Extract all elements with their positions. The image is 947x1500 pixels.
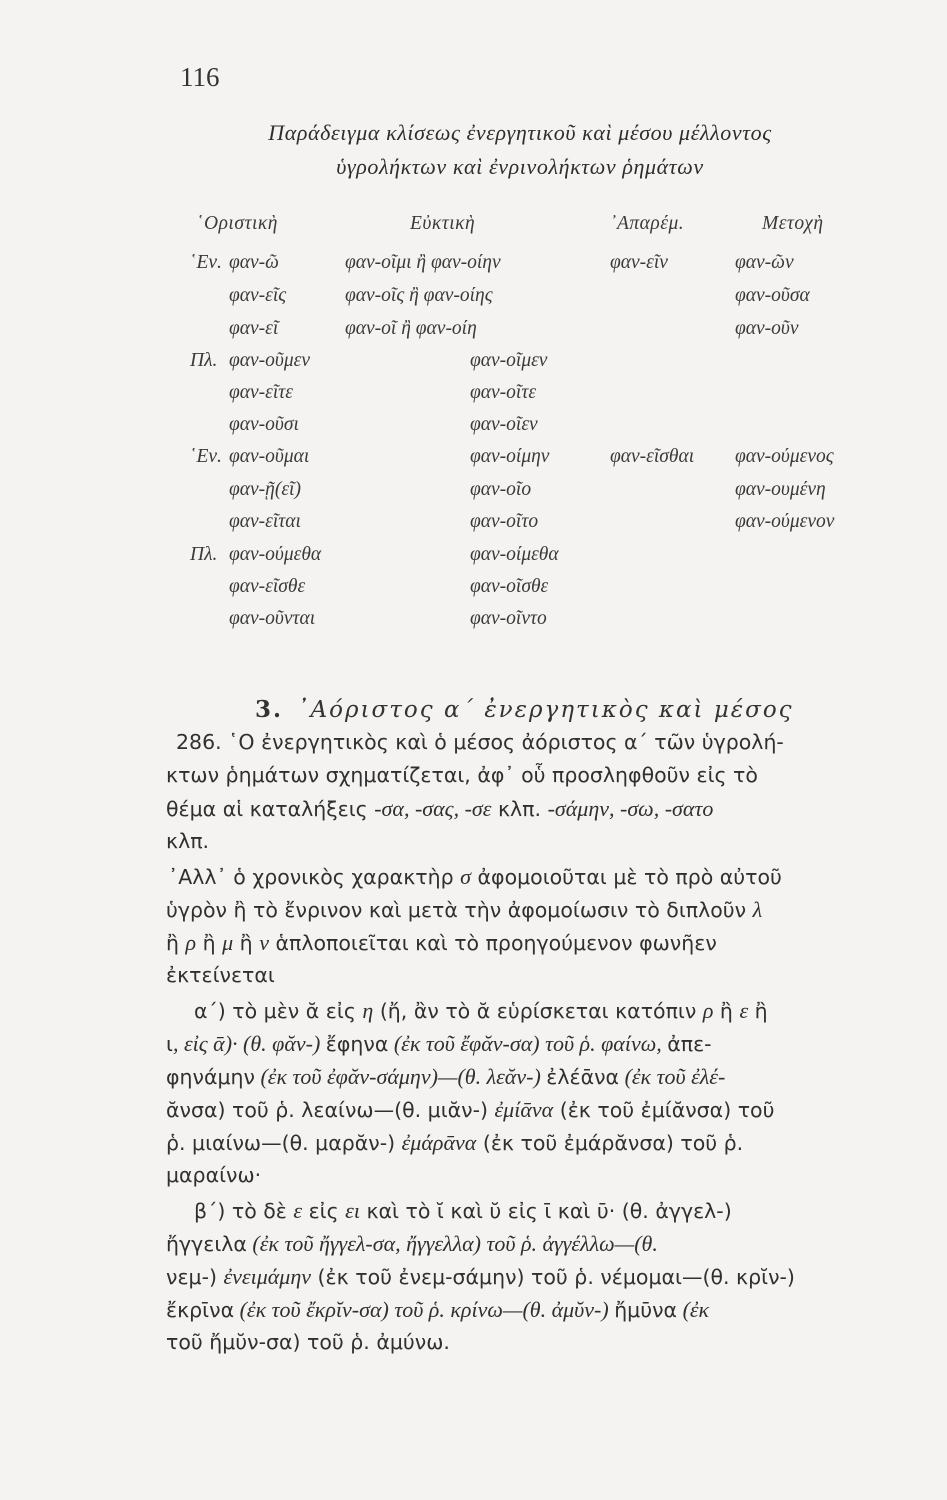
italic-term: σ <box>460 864 472 889</box>
indicative-form: φαν-εῖς <box>229 285 287 306</box>
paradigm-row <box>0 350 947 380</box>
paradigm-row <box>0 285 947 315</box>
text-segment: κλπ. <box>491 797 548 821</box>
paradigm-row <box>0 608 947 638</box>
italic-term: ἐνειμάμην <box>223 1264 312 1289</box>
body-line <box>166 1064 725 1096</box>
text-segment: (ἐκ τοῦ ἐμίᾰνσα) τοῦ <box>553 1098 775 1122</box>
italic-term: (ἐκ τοῦ ἔφᾰν-σα) τοῦ ῥ. φαίνω, <box>388 1031 668 1056</box>
italic-term: (ἐκ <box>677 1297 710 1322</box>
optative-form: φαν-οίμην <box>470 446 550 467</box>
text-segment: ἐλέᾱνα <box>546 1065 620 1089</box>
text-segment: ἀφομοιοῦται μὲ τὸ πρὸ αὐτοῦ <box>471 865 782 889</box>
row-label: ῾Εν. <box>190 252 222 273</box>
paradigm-row <box>0 252 947 282</box>
text-segment: κτων ῥημάτων σχηματίζεται, ἀφ᾿ οὗ προσληφθοῦν εἰς τὸ <box>166 763 758 787</box>
text-segment: τοῦ ἤμῠν-σα) τοῦ ῥ. ἀμύνω. <box>166 1330 450 1354</box>
text-segment: α΄) τὸ μὲν ᾰ εἰς <box>194 999 363 1023</box>
text-segment: ὑγρὸν ἢ τὸ ἔνρινον καὶ μετὰ τὴν ἀφομοίωσιν τὸ διπλοῦν <box>166 898 753 922</box>
text-segment: ἔκρῑνα <box>166 1298 235 1322</box>
body-line <box>166 1231 658 1263</box>
participle-form: φαν-ῶν <box>735 252 794 273</box>
text-segment: καὶ τὸ ῐ καὶ ῠ εἰς ῑ καὶ ῡ· (θ. ἀγγελ-) <box>359 1199 732 1223</box>
indicative-form: φαν-ούμεθα <box>229 544 322 565</box>
body-line <box>166 930 717 962</box>
text-segment: ᾿Αλλ᾿ ὁ χρονικὸς χαρακτὴρ <box>168 865 461 889</box>
text-segment: ἢ <box>196 931 223 955</box>
italic-term: , εἰς ᾱ)· (θ. φᾰν-) <box>172 1031 326 1056</box>
header-optative: Εὐκτικὴ <box>410 213 476 234</box>
indicative-form: φαν-ῇ(εῖ) <box>229 479 301 500</box>
text-segment: ῥ. μιαίνω—(θ. μαρᾰν-) <box>166 1131 402 1155</box>
optative-form: φαν-οῖμεν <box>470 350 548 371</box>
text-segment: ἢ <box>166 931 186 955</box>
italic-term: ἐμίᾱνα <box>494 1097 554 1122</box>
paradigm-row <box>0 446 947 476</box>
italic-term: ει <box>345 1198 360 1223</box>
participle-form: φαν-ούμενος <box>735 446 834 467</box>
text-segment: ἤμῡνα <box>614 1298 678 1322</box>
section-title: ᾿Αόριστος α΄ ἐνεργητικὸς καὶ μέσος <box>297 697 794 723</box>
participle-form: φαν-οῦν <box>735 318 799 339</box>
italic-term: (ἐκ τοῦ ἔκρῐν-σα) τοῦ ῥ. κρίνω—(θ. ἀμῠν-) <box>234 1297 615 1322</box>
body-line <box>166 1130 743 1162</box>
body-line <box>166 763 758 795</box>
body-line <box>166 829 209 861</box>
text-segment: (ἐκ τοῦ ἐμάρᾰνσα) τοῦ ῥ. <box>476 1131 744 1155</box>
paradigm-header-row <box>0 213 947 243</box>
body-line <box>166 1097 774 1129</box>
text-segment: ἐκτείνεται <box>166 963 275 987</box>
italic-term: ἐμάρᾱνα <box>401 1130 477 1155</box>
italic-term: ρ <box>185 930 197 955</box>
indicative-form: φαν-οῦμεν <box>229 350 310 371</box>
indicative-form: φαν-εῖ <box>229 318 279 339</box>
italic-term: (ἐκ τοῦ ἐφᾰν-σάμην)—(θ. λεᾰν-) <box>254 1064 547 1089</box>
text-segment: ᾰνσα) τοῦ ῥ. λεαίνω—(θ. μιᾰν-) <box>166 1098 495 1122</box>
paradigm-row <box>0 414 947 444</box>
text-segment: (ἤ, ἂν τὸ ᾰ εὑρίσκεται κατόπιν <box>373 999 703 1023</box>
paradigm-row <box>0 382 947 412</box>
indicative-form: φαν-εῖσθε <box>229 576 306 597</box>
infinitive-form: φαν-εῖσθαι <box>610 446 695 467</box>
indicative-form: φαν-οῦνται <box>229 608 316 629</box>
text-segment: ἁπλοποιεῖται καὶ τὸ προηγούμενον φωνῆεν <box>268 931 717 955</box>
header-infinitive: ᾿Απαρέμ. <box>610 213 685 234</box>
text-segment: ἢ <box>748 999 768 1023</box>
text-segment: μαραίνω· <box>166 1163 262 1187</box>
italic-term: (ἐκ τοῦ ἤγγελ-σα, ἤγγελλα) τοῦ ῥ. ἀγγέλλω—(θ. <box>246 1231 658 1256</box>
text-segment: φηνάμην <box>166 1065 255 1089</box>
italic-term: ρ <box>702 998 714 1023</box>
body-line <box>166 796 713 828</box>
body-line <box>166 1163 261 1195</box>
optative-form: φαν-οῖντο <box>470 608 547 629</box>
optative-form: φαν-οίμεθα <box>470 544 559 565</box>
infinitive-form: φαν-εῖν <box>610 252 668 273</box>
section-number: 3. <box>255 696 284 723</box>
participle-form: φαν-οῦσα <box>735 285 810 306</box>
participle-form: φαν-ούμενον <box>735 511 835 532</box>
body-line <box>166 897 762 929</box>
row-label: Πλ. <box>190 350 218 371</box>
text-segment: (ἐκ τοῦ ἐνεμ-σάμην) τοῦ ῥ. νέμομαι—(θ. κρῐν-) <box>311 1265 795 1289</box>
text-segment: 286. ῾Ο ἐνεργητικὸς καὶ ὁ μέσος ἀόριστος α΄ τῶν ὑγρολή- <box>176 730 784 754</box>
text-segment: κλπ. <box>166 829 210 853</box>
text-segment: ἀπε- <box>667 1032 712 1056</box>
optative-form: φαν-οῖτε <box>470 382 537 403</box>
italic-term: η <box>362 998 374 1023</box>
optative-form: φαν-οῖς ἢ φαν-οίης <box>345 285 493 306</box>
paradigm-row <box>0 544 947 574</box>
paradigm-title-line2: ὑγρολήκτων καὶ ἐνρινολήκτων ῥημάτων <box>336 154 704 179</box>
body-line <box>176 730 784 762</box>
text-segment: νεμ-) <box>166 1265 224 1289</box>
text-segment: ἢ <box>233 931 260 955</box>
paradigm-title-line1: Παράδειγμα κλίσεως ἐνεργητικοῦ καὶ μέσου μέλλοντος <box>268 120 772 145</box>
section-heading <box>255 696 794 723</box>
body-line <box>166 1264 795 1296</box>
text-segment: ι <box>166 1032 173 1056</box>
header-participle: Μετοχὴ <box>762 213 824 234</box>
italic-term: (ἐκ τοῦ ἐλέ- <box>619 1064 726 1089</box>
indicative-form: φαν-οῦμαι <box>229 446 310 467</box>
paradigm-row <box>0 576 947 606</box>
optative-form: φαν-οῖσθε <box>470 576 549 597</box>
participle-form: φαν-ουμένη <box>735 479 826 500</box>
text-segment: ἢ <box>713 999 740 1023</box>
text-segment: ἔφηνα <box>325 1032 389 1056</box>
italic-term: λ <box>752 897 763 922</box>
body-line <box>194 998 768 1030</box>
italic-term: μ <box>222 930 234 955</box>
paradigm-row <box>0 479 947 509</box>
optative-form: φαν-οῖμι ἢ φαν-οίην <box>345 252 501 273</box>
italic-term: ν <box>259 930 269 955</box>
body-line <box>194 1198 732 1230</box>
body-line <box>166 963 275 995</box>
body-line <box>166 1330 450 1362</box>
italic-term: ε <box>739 998 749 1023</box>
header-indicative: ῾Οριστικὴ <box>197 213 278 234</box>
indicative-form: φαν-εῖται <box>229 511 301 532</box>
indicative-form: φαν-ῶ <box>229 252 279 273</box>
body-line <box>168 864 782 896</box>
optative-form: φαν-οῖ ἢ φαν-οίη <box>345 318 477 339</box>
body-line <box>166 1297 709 1329</box>
text-segment: β΄) τὸ δὲ <box>194 1199 294 1223</box>
optative-form: φαν-οῖτο <box>470 511 539 532</box>
text-segment: θέμα αἱ καταλήξεις <box>166 797 375 821</box>
italic-term: -σάμην, -σω, -σατο <box>547 796 714 821</box>
optative-form: φαν-οῖο <box>470 479 532 500</box>
paradigm-row <box>0 318 947 348</box>
body-line <box>166 1031 712 1063</box>
text-segment: εἰς <box>302 1199 346 1223</box>
text-segment: ἤγγειλα <box>166 1232 247 1256</box>
indicative-form: φαν-οῦσι <box>229 414 299 435</box>
indicative-form: φαν-εῖτε <box>229 382 293 403</box>
row-label: Πλ. <box>190 544 218 565</box>
italic-term: -σα, -σας, -σε <box>374 796 492 821</box>
paradigm-row <box>0 511 947 541</box>
italic-term: ε <box>293 1198 303 1223</box>
row-label: ῾Εν. <box>190 446 222 467</box>
optative-form: φαν-οῖεν <box>470 414 538 435</box>
page-number: 116 <box>180 62 220 92</box>
